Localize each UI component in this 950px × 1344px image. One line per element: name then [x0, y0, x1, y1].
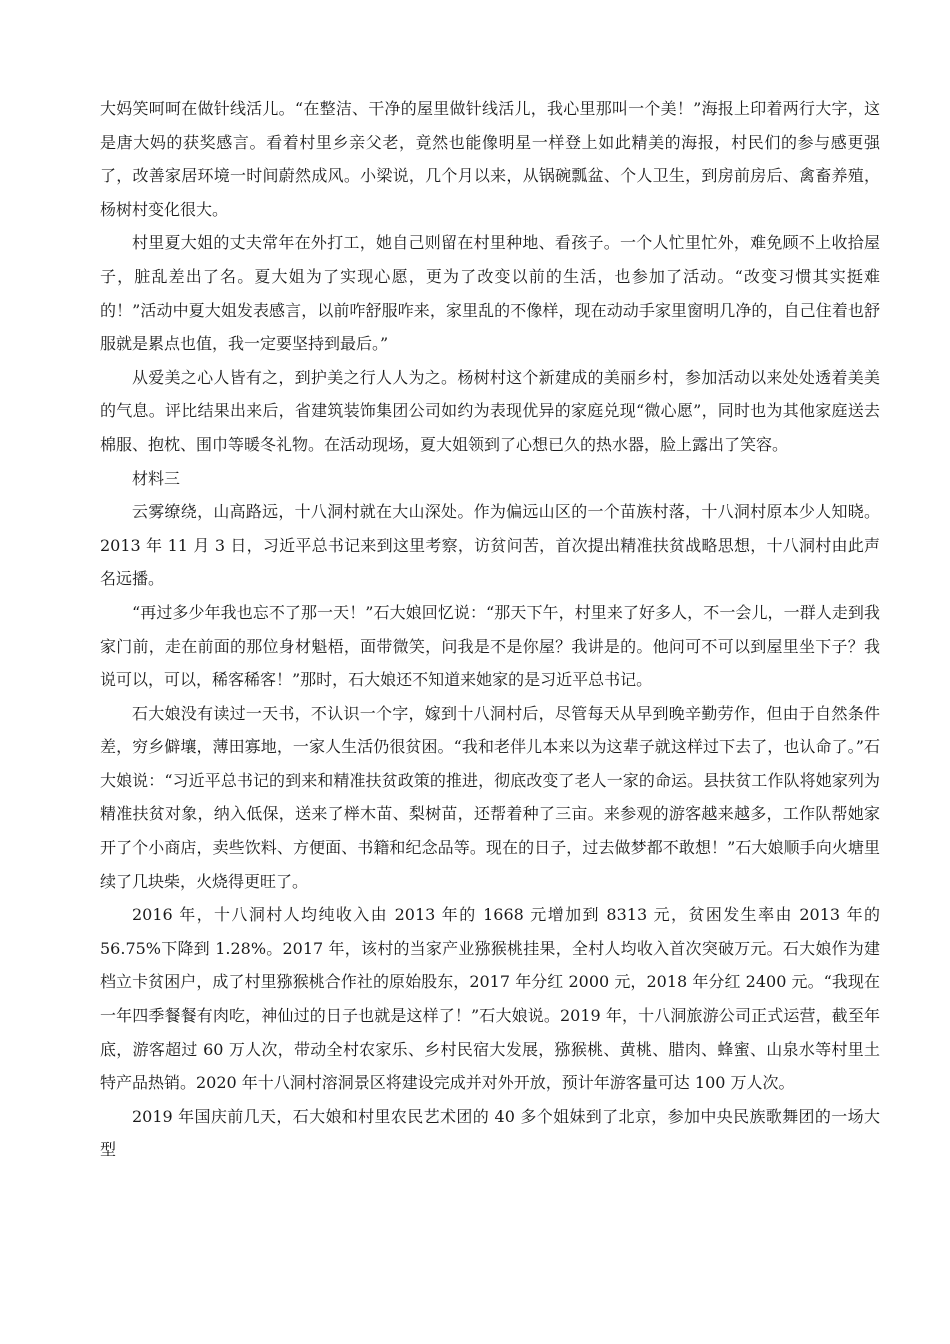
document-page — [100, 92, 880, 1167]
paragraph: 云雾缭绕，山高路远，十八洞村就在大山深处。作为偏远山区的一个苗族村落，十八洞村原本少人知晓。2013 年 11 月 3 日，习近平总书记来到这里考察，访贫问苦，首次提出精准扶贫战略思想，十八洞村由此声名远播。 — [100, 502, 880, 589]
paragraph: 村里夏大姐的丈夫常年在外打工，她自己则留在村里种地、看孩子。一个人忙里忙外，难免顾不上收拾屋子，脏乱差出了名。夏大姐为了实现心愿，更为了改变以前的生活，也参加了活动。“改变习惯其实挺难的！”活动中夏大姐发表感言，以前咋舒服咋来，家里乱的不像样，现在动动手家里窗明几净的，自己住着也舒服就是累点也值，我一定要坚持到最后。” — [100, 233, 880, 354]
paragraph: “再过多少年我也忘不了那一天！”石大娘回忆说：“那天下午，村里来了好多人，不一会儿，一群人走到我家门前，走在前面的那位身材魁梧，面带微笑，问我是不是你屋？我讲是的。他问可不可以到屋里坐下子？我说可以，可以，稀客稀客！”那时，石大娘还不知道来她家的是习近平总书记。 — [100, 602, 880, 690]
paragraph: 2019 年国庆前几天，石大娘和村里农民艺术团的 40 多个姐妹到了北京，参加中央民族歌舞团的一场大型 — [100, 1106, 880, 1160]
paragraph: 石大娘没有读过一天书，不认识一个字，嫁到十八洞村后，尽管每天从早到晚辛勤劳作，但由于自然条件差，穷乡僻壤，薄田寡地，一家人生活仍很贫困。“我和老伴儿本来以为这辈子就这样过下去了，也认命了。”石大娘说：“习近平总书记的到来和精准扶贫政策的推进，彻底改变了老人一家的命运。县扶贫工作队将她家列为精准扶贫对象，纳入低保，送来了榉木苗、梨树苗，还帮着种了三亩。来参观的游客越来越多，工作队帮她家开了个小商店，卖些饮料、方便面、书籍和纪念品等。现在的日子，过去做梦都不敢想！”石大娘顺手向火塘里续了几块柴，火烧得更旺了。 — [100, 703, 880, 891]
paragraph: 从爱美之心人皆有之，到护美之行人人为之。杨树村这个新建成的美丽乡村，参加活动以来处处透着美美的气息。评比结果出来后，省建筑装饰集团公司如约为表现优异的家庭兑现“微心愿”，同时也为其他家庭送去棉服、抱枕、围巾等暖冬礼物。在活动现场，夏大姐领到了心想已久的热水器，脸上露出了笑容。 — [100, 367, 880, 454]
section-heading: 材料三 — [132, 468, 181, 488]
paragraph-continuation: 大妈笑呵呵在做针线活儿。“在整洁、干净的屋里做针线活儿，我心里那叫一个美！”海报上印着两行大字，这是唐大妈的获奖感言。看着村里乡亲父老，竟然也能像明星一样登上如此精美的海报，村民们的参与感更强了，改善家居环境一时间蔚然成风。小梁说，几个月以来，从锅碗瓢盆、个人卫生，到房前房后、禽畜养殖，杨树村变化很大。 — [100, 99, 880, 219]
paragraph: 2016 年，十八洞村人均纯收入由 2013 年的 1668 元增加到 8313 元，贫困发生率由 2013 年的 56.75%下降到 1.28%。2017 年，该村的当家产业猕猴桃挂果，全村人均收入首次突破万元。石大娘作为建档立卡贫困户，成了村里猕猴桃合作社的原始股东，2017 年分红 2000 元，2018 年分红 2400 元。“我现在一年四季餐餐有肉吃，神仙过的日子也就是这样了！”石大娘说。2019 年，十八洞旅游公司正式运营，截至年底，游客超过 60 万人次，带动全村农家乐、乡村民宿大发展，猕猴桃、黄桃、腊肉、蜂蜜、山泉水等村里土特产品热销。2020 年十八洞村溶洞景区将建设完成并对外开放，预计年游客量可达 100 万人次。 — [100, 905, 880, 1093]
